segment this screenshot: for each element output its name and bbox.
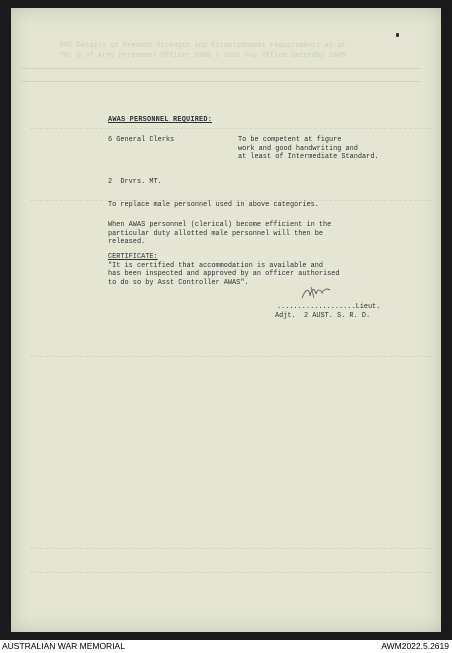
certificate-line: has been inspected and approved by an officer authorised [108,270,340,278]
section-heading: AWAS PERSONNEL REQUIRED: [108,116,213,124]
show-through-line: EPC Details of Present Strength and Establishment requirements as at [60,42,346,50]
efficiency-line: released. [108,238,146,246]
item-description-line: To be competent at figure [238,136,342,144]
ruled-line [30,356,432,357]
handwritten-signature [300,284,334,302]
item-general-clerks: 6 General Clerks [108,136,175,144]
document-page [11,8,441,632]
certificate-line: "It is certified that accommodation is available and [108,261,324,270]
certificate-label: CERTIFICATE: [108,253,158,261]
signature-line: ...................Lieut. [277,303,381,311]
item-description-line: at least of Intermediate Standard. [238,153,379,161]
ruled-line [30,548,432,549]
show-through-line: TO: G of Army Personnel Officer 5306 x 5101 Pay Office Saturday 1945 [60,52,346,60]
item-drivers: 2 Drvrs. MT. [108,178,162,186]
archive-reference: AWM2022.5.2619 [381,641,449,651]
ruled-line [30,572,432,573]
signature-title: Adjt. 2 AUST. S. R. D. [275,311,371,320]
show-through-band [20,68,420,82]
ruled-line [30,128,432,129]
archive-footer [0,640,452,653]
archive-name: AUSTRALIAN WAR MEMORIAL [2,641,125,651]
ink-mark [396,33,399,37]
efficiency-line: When AWAS personnel (clerical) become efficient in the [108,221,332,229]
item-description-line: work and good handwriting and [238,144,358,153]
certificate-line: to do so by Asst Controller AWAS". [108,278,249,287]
replace-note: To replace male personnel used in above categories. [108,201,319,209]
efficiency-line: particular duty allotted male personnel will then be [108,229,324,238]
